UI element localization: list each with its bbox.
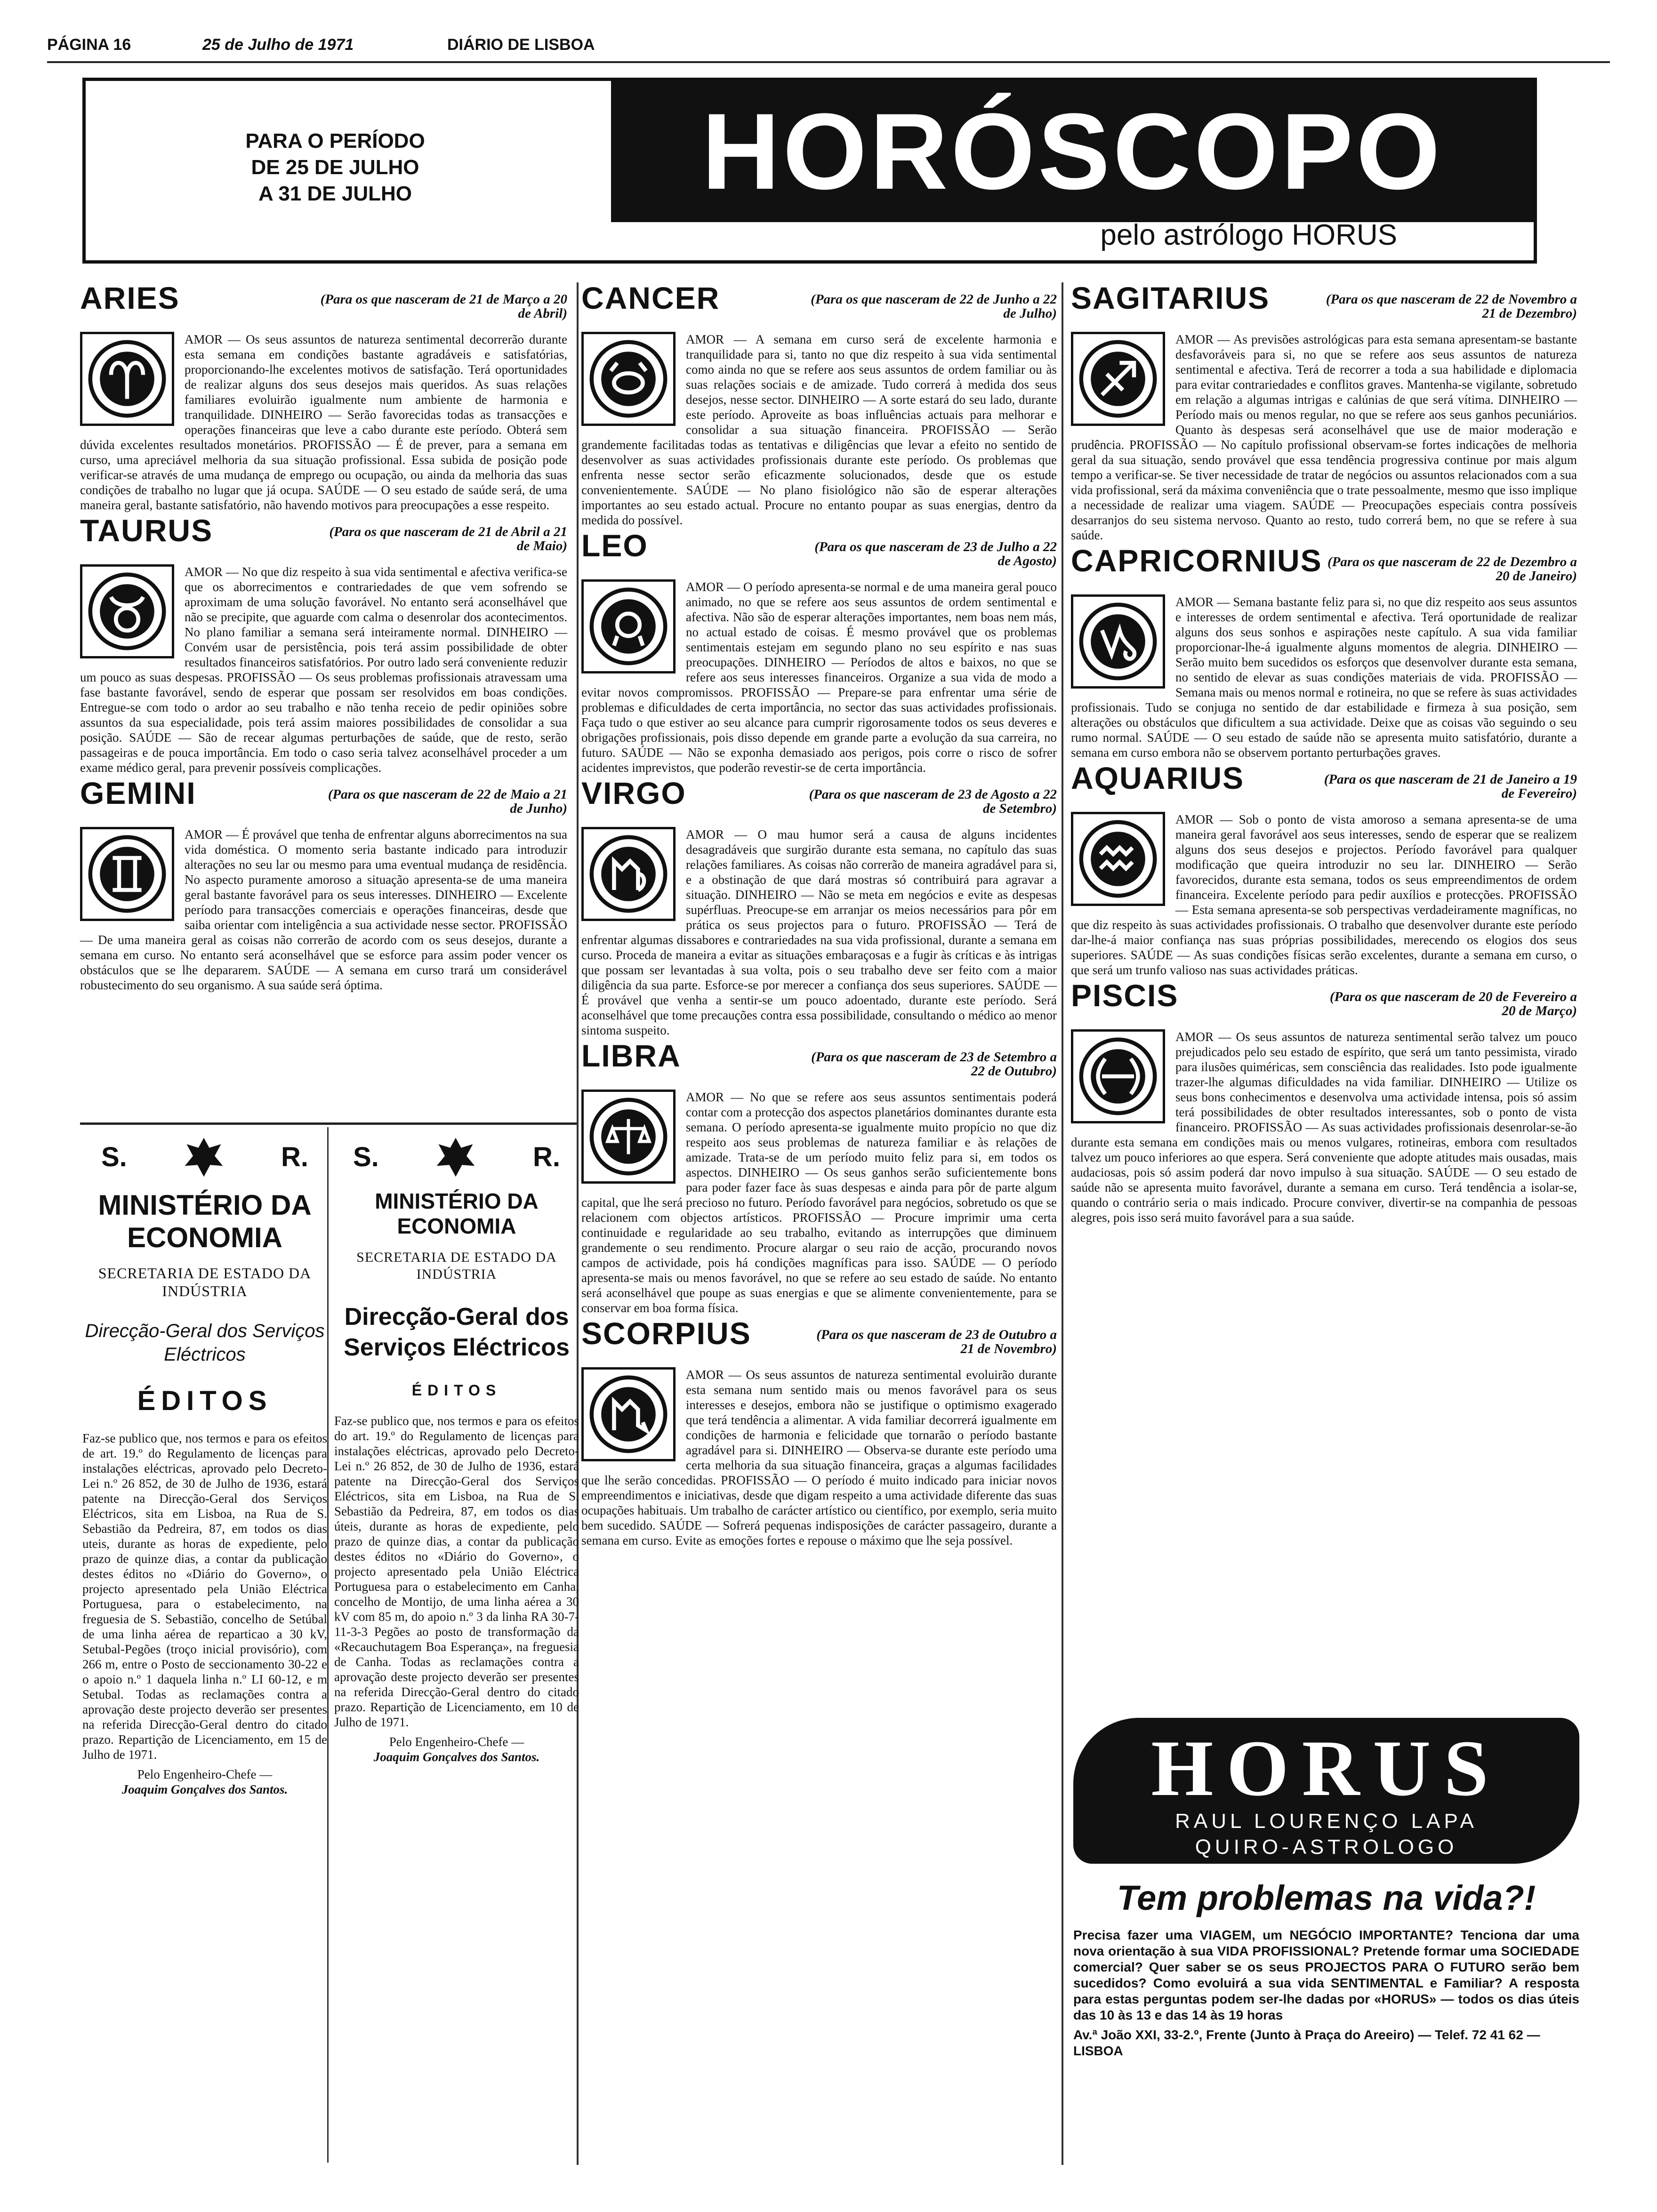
- period-line: A 31 DE JULHO: [258, 182, 412, 205]
- goat-icon: [1071, 594, 1165, 689]
- period-line: PARA O PERÍODO: [245, 129, 425, 152]
- column-divider: [1062, 282, 1063, 2165]
- sign-name: SCORPIUS: [581, 1316, 751, 1351]
- column-3: [1071, 280, 1577, 1225]
- signature-name: Joaquim Gonçalves dos Santos.: [121, 1782, 288, 1796]
- sign-dates: (Para os que nasceram de 21 de Abril a 21 de Maio): [329, 524, 567, 553]
- astrologer-name: RAUL LOURENÇO LAPA: [1175, 1810, 1478, 1833]
- page-header: [47, 33, 1610, 63]
- sign-dates: (Para os que nasceram de 20 de Fevereiro a 20 de Março): [1329, 989, 1577, 1018]
- sign-name: ARIES: [80, 281, 180, 315]
- sign-text: AMOR — No que diz respeito à sua vida sentimental e afectiva verifica-se que os aborrecimentos e contrariedades de que vem sofrendo se aproximam de uma solução favorável. No entanto será aconselhável que não se precipite, que aguarde com calma o desenrolar dos acontecimentos. No plano familiar a semana será inteiramente normal. DINHEIRO — Convém usar de persistência, pois terá assim possibilidade de obter resultados financeiros satisfatórios. Por outro lado será conveniente reduzir um pouco as suas despesas. PROFISSÃO — Os seus problemas profissionais atravessam uma fase bastante favorável, sendo de esperar que possam ser resolvidos em boas condições. Entregue-se com todo o ardor ao seu trabalho e não tenha receio de pedir opiniões sobre assuntos da sua especialidade, pois terá assim maiores possibilidades de consolidar a sua posição. SAÚDE — São de recear algumas perturbações de saúde, que de resto, serão passageiras e de pouca importância. Em todo o caso seria talvez aconselhável proceder a um exame médico geral, para prevenir possíveis complicações.: [80, 565, 567, 775]
- sign-name: SAGITARIUS: [1071, 281, 1270, 315]
- sign-text: AMOR — O mau humor será a causa de alguns incidentes desagradáveis que surgirão durante esta semana, no capítulo das suas relações familiares. As coisas não correrão de maneira agradável para si, e a obstinação de que dará mostras só contribuirá para agravar a situação. DINHEIRO — Não se meta em negócios e evite as despesas supérfluas. Preocupe-se em arranjar os meios necessários para pôr em prática os seus projectos para o futuro. PROFISSÃO — Terá de enfrentar algumas dissabores e contrariedades na sua vida profissional, durante a semana em curso. Proceda de maneira a evitar as situações embaraçosas e a fugir às críticas e às intrigas que possam ser levantadas à sua volta, pois o seu trabalho deve ser feito com a maior diligência da sua parte. Esforce-se por merecer a confiança dos seus superiores. SAÚDE — É provável que venha a sentir-se um pouco adoentado, durante este período. Será aconselhável que tome precauções contra essa possibilidade, consultando o médico ao menor sintoma suspeito.: [581, 827, 1057, 1037]
- sign-dates: (Para os que nasceram de 22 de Maio a 21 de Junho): [328, 787, 567, 816]
- sign-capricornius: [1071, 543, 1577, 760]
- period-label: [213, 128, 458, 207]
- column-2: [581, 280, 1057, 1548]
- water-bearer-icon: [1071, 812, 1165, 906]
- sign-text: AMOR — Os seus assuntos de natureza sentimental evoluirão durante esta semana num sentido mais ou menos favorável para os seus interesses e desejos, embora não se justifique o optimismo exagerado que terá tendência a alimentar. A vida familiar decorrerá igualmente em condições de harmonia e felicidade que tornarão o período bastante agradável para si. DINHEIRO — Observa-se durante este período uma certa melhoria da sua situação financeira, graças a algumas facilidades que lhe serão concedidas. PROFISSÃO — O período é muito indicado para iniciar novos empreendimentos e iniciativas, desde que digam respeito a uma actividade diferente das suas ocupações habituais. Um trabalho de carácter artístico ou científico, por exemplo, seria muito bem sucedido. SAÚDE — Sofrerá pequenas indisposições de carácter passageiro, durante a semana em curso. Evite as emoções fortes e repouse o máximo que lhe seja possível.: [581, 1368, 1057, 1547]
- sign-text: AMOR — As previsões astrológicas para esta semana apresentam-se bastante desfavoráveis para si, no que se refere aos seus assuntos de natureza sentimental e afectiva. Terá de recorrer a toda a sua habilidade e diplomacia para evitar contrariedades e conflitos graves. Mantenha-se vigilante, sobretudo em relação a algumas intrigas e calúnias de que será vítima. DINHEIRO — Período mais ou menos regular, no que se refere aos seus ganhos pecuniários. Quanto às despesas será aconselhável que use de maior moderação e prudência. PROFISSÃO — No capítulo profissional observam-se fortes indicações de melhoria geral da sua situação, sendo provável que essa tendência progressiva continue por mais algum tempo a verificar-se. Se tiver necessidade de tratar de negócios ou assuntos relacionados com a sua vida profissional, será da máxima conveniência que o trate pessoalmente, mesmo que isso implique a necessidade de realizar uma viagem. SAÚDE — Preocupações especiais contra possíveis desarranjos do seu sistema nervoso. Quanto ao resto, tudo correrá bem, no que se refere à sua saúde.: [1071, 332, 1577, 542]
- bull-icon: [80, 564, 174, 658]
- sign-aries: [80, 281, 567, 513]
- sign-dates: (Para os que nasceram de 23 de Outubro a 21 de Novembro): [816, 1327, 1057, 1356]
- secretaria-name: SECRETARIA DE ESTADO DA INDÚSTRIA: [98, 1265, 312, 1300]
- sign-text: AMOR — Os seus assuntos de natureza sentimental serão talvez um pouco prejudicados pelo seu estado de espírito, que será um tanto pessimista, virado para ilusões quiméricas, sem consciência das realidades. Isto pode igualmente trazer-lhe algumas dificuldades na vida familiar. DINHEIRO — Utilize os seus bons conhecimentos e desenvolva uma actividade intensa, pois só assim terá possibilidades de obter resultados interessantes, sob o ponto de vista financeiro. PROFISSÃO — As suas actividades profissionais desenrolar-se-ão durante esta semana em condições mais ou menos vulgares, rotineiras, embora com resultados talvez um pouco inferiores ao que espera. Será conveniente que adopte atitudes mais ousadas, mais audaciosas, pois só assim poderá dar novo impulso à sua situação. SAÚDE — O seu estado de saúde não se apresenta muito favorável, durante a semana em curso. Terá tendência a isolar-se, quando o contrário seria o mais indicado. Procure conviver, divertir-se na companhia de pessoas alegres, pois isso será muito favorável para a sua saúde.: [1071, 1030, 1577, 1225]
- sign-virgo: [581, 776, 1057, 1038]
- sign-text: AMOR — No que se refere aos seus assuntos sentimentais poderá contar com a protecção dos aspectos planetários dominantes durante esta semana. O período apresenta-se igualmente muito propício no que diz respeito aos seus problemas de natureza familiar e às relações de amizade. Trata-se de um período muito feliz para si, em todos os aspectos. DINHEIRO — Os seus ganhos serão suficientemente bons para poder fazer face às suas despesas e ainda para pôr de parte algum capital, que lhe será precioso no futuro. Período favorável para negócios, sobretudo os que se relacionem com objectos artísticos. PROFISSÃO — Procure imprimir uma certa continuidade e regularidade ao seu trabalho, evitando as interrupções que diminuem grandemente o seu rendimento. Procure alargar o seu raio de acção, procurando novos campos de actividade, pois há condições magníficas para isso. SAÚDE — O período apresenta-se mais ou menos favorável, no que se refere ao seu estado de saúde. No entanto será aconselhável que poupe as suas energias e que se alimente convenientemente, para se conservar em boa forma física.: [581, 1090, 1057, 1315]
- sign-dates: (Para os que nasceram de 23 de Julho a 22 de Agosto): [814, 539, 1057, 569]
- ad-address: Av.ª João XXI, 33-2.º, Frente (Junto à Praça do Areeiro) — Telef. 72 41 62 — LISBOA: [1073, 2028, 1540, 2058]
- section-divider: [80, 1122, 577, 1125]
- lion-icon: [581, 579, 676, 673]
- sign-gemini: [80, 776, 567, 993]
- fish-icon: [1071, 1029, 1165, 1123]
- coat-of-arms-icon: [433, 1134, 478, 1179]
- signature-role: Pelo Engenheiro-Chefe —: [137, 1767, 273, 1781]
- sign-name: VIRGO: [581, 776, 686, 810]
- horus-logo-text: HORUS: [1151, 1724, 1502, 1812]
- sign-name: CAPRICORNIUS: [1071, 543, 1322, 578]
- column-1: [80, 280, 567, 993]
- notice-body: Faz-se publico que, nos termos e para os efeitos do art. 19.º do Regulamento de licenças para instalações eléctricas, aprovado pelo Decreto-Lei n.º 26 852, de 30 de Julho de 1936, estará patente na Direcção-Geral dos Serviços Eléctricos, sita em Lisboa, na Rua de S. Sebastião da Pedreira, 87, em todos os dias úteis, durante as horas de expediente, pelo prazo de quinze dias, a contar da publicação destes éditos no «Diário do Governo», o projecto apresentado pela União Eléctrica Portuguesa para o estabelecimento em Canha, concelho de Montijo, de uma linha aérea a 30 kV com 85 m, do apoio n.º 3 da linha RA 30-7-11-3-3 Pegões ao posto de transformação da «Recauchutagem Boa Esperança», na freguesia de Canha. Todas as reclamações contra a aprovação deste projecto deverão ser presentes na referida Direcção-Geral dentro do citado prazo. Repartição de Licenciamento, em 10 de Julho de 1971.: [334, 1413, 579, 1729]
- sr-left: S.: [101, 1141, 127, 1172]
- sign-sagitarius: [1071, 281, 1577, 543]
- signature-role: Pelo Engenheiro-Chefe —: [389, 1734, 524, 1749]
- sign-text: AMOR — Semana bastante feliz para si, no que diz respeito aos seus assuntos e interesses de ordem sentimental e afectiva. Terá oportunidade de realizar alguns dos seus sonhos e aspirações neste capítulo. A sua vida familiar proporcionar-lhe-á igualmente alguns momentos de alegria. DINHEIRO — Serão muito bem sucedidos os esforços que desenvolver durante esta semana, no sentido de elevar as suas condições materiais de vida. PROFISSÃO — Semana mais ou menos normal e rotineira, no que se refere às suas actividades profissionais. Tudo se conjuga no sentido de dar estabilidade e firmeza à sua posição, sem alterações ou obstáculos que dificultem a sua actividade. Deixe que as coisas vão seguindo o seu rumo normal. SAÚDE — O seu estado de saúde não se apresenta muito satisfatório, durante a semana em curso embora não se observem portanto perturbações graves.: [1071, 595, 1577, 760]
- horoscope-title: HORÓSCOPO: [611, 81, 1534, 222]
- coat-of-arms-icon: [181, 1134, 226, 1179]
- sign-dates: (Para os que nasceram de 23 de Setembro a 22 de Outubro): [811, 1050, 1057, 1079]
- sign-name: TAURUS: [80, 513, 213, 548]
- crab-icon: [581, 332, 676, 426]
- twins-icon: [80, 827, 174, 921]
- virgin-icon: [581, 827, 676, 921]
- editos-title: ÉDITOS: [411, 1381, 502, 1399]
- secretaria-name: SECRETARIA DE ESTADO DA INDÚSTRIA: [356, 1249, 557, 1282]
- sign-name: AQUARIUS: [1071, 761, 1245, 795]
- sign-text: AMOR — A semana em curso será de excelente harmonia e tranquilidade para si, tanto no que diz respeito à sua vida sentimental como ainda no que se refere aos seus assuntos de ordem familiar ou às suas relações sociais e de amizade. Tudo correrá à medida dos seus desejos, nesse sector. DINHEIRO — A sorte estará do seu lado, durante este período. Aproveite as boas influências actuais para melhorar e consolidar a sua situação financeira. PROFISSÃO — Serão grandemente facilitadas todas as tentativas e diligências que levar a efeito no sentido de desenvolver as suas actividades profissionais durante este período. Os problemas que enfrenta nesse sector serão eficazmente solucionados, desde que os estude convenientemente. SAÚDE — No plano fisiológico não são de esperar alterações importantes ao seu estado actual. Procure no entanto poupar as suas energias, dentro da medida do possível.: [581, 332, 1057, 527]
- page-number: PÁGINA 16: [47, 36, 131, 54]
- sign-name: CANCER: [581, 281, 720, 315]
- sign-text: AMOR — É provável que tenha de enfrentar alguns aborrecimentos na sua vida doméstica. O momento seria bastante indicado para introduzir alterações no seu lar ou mesmo para uma eventual mudança de residência. No aspecto puramente amoroso a situação apresenta-se de uma maneira geral bastante favorável para os seus interesses. DINHEIRO — Excelente período para transacções comerciais e operações financeiras, desde que saiba orientar com inteligência a sua actividade nesse sector. PROFISSÃO — De uma maneira geral as coisas não correrão de acordo com os seus desejos, durante a semana em curso. No entanto será aconselhável que se esforce para assim poder vencer os obstáculos que se lhe depararem. SAÚDE — A semana em curso trará um considerável robustecimento do seu organismo. A sua saúde será óptima.: [80, 827, 567, 992]
- horus-logo: [1073, 1718, 1579, 1864]
- sign-leo: [581, 528, 1057, 775]
- archer-icon: [1071, 332, 1165, 426]
- sr-right: R.: [533, 1141, 560, 1172]
- sr-right: R.: [281, 1141, 308, 1172]
- sign-libra: [581, 1038, 1057, 1315]
- notice-1: [82, 1134, 327, 1797]
- newspaper-name: DIÁRIO DE LISBOA: [447, 36, 595, 54]
- scorpion-icon: [581, 1367, 676, 1461]
- signature-name: Joaquim Gonçalves dos Santos.: [373, 1749, 540, 1764]
- sign-dates: (Para os que nasceram de 22 de Novembro a 21 de Dezembro): [1326, 292, 1577, 321]
- ad-body: Precisa fazer uma VIAGEM, um NEGÓCIO IMPORTANTE? Tenciona dar uma nova orientação à sua VIDA PROFISSIONAL? Pretende formar uma SOCIEDADE comercial? Quer saber se os seus PROJECTOS PARA O FUTURO serão bem sucedidos? Como evoluirá a sua vida SENTIMENTAL e Familiar? A resposta para estas perguntas podem ser-lhe dadas por «HORUS» — todos os dias úteis das 10 às 13 e das 14 às 19 horas: [1073, 1928, 1579, 2022]
- sign-text: AMOR — Os seus assuntos de natureza sentimental decorrerão durante esta semana em condições bastante agradáveis e satisfatórias, proporcionando-lhe excelentes motivos de satisfação. Terá oportunidades de realizar alguns dos seus desejos mais queridos. As suas relações familiares evoluirão igualmente num ambiente de harmonia e tranquilidade. DINHEIRO — Serão favorecidas todas as transacções e operações financeiras que leve a cabo durante este período. Obterá sem dúvida excelentes resultados monetários. PROFISSÃO — É de prever, para a semana em curso, uma apreciável melhoria da sua situação profissional. Essa subida de posição pode verificar-se através de uma mudança de emprego ou ocupação, ou ainda da melhoria das suas condições de trabalho no lugar que já ocupa. SAÚDE — O seu estado de saúde será, de uma maneira geral, bastante satisfatório, não havendo motivos para preocupações a esse respeito.: [80, 332, 567, 512]
- sign-dates: (Para os que nasceram de 21 de Março a 20 de Abril): [320, 292, 567, 321]
- ram-icon: [80, 332, 174, 426]
- period-line: DE 25 DE JULHO: [251, 156, 419, 179]
- sign-piscis: [1071, 978, 1577, 1225]
- notice-2: [334, 1134, 579, 1764]
- sign-scorpius: [581, 1316, 1057, 1548]
- sign-dates: (Para os que nasceram de 22 de Dezembro a 20 de Janeiro): [1327, 554, 1577, 584]
- direccao-name: Direcção-Geral dos Serviços Eléctricos: [85, 1320, 325, 1365]
- horus-advertisement: [1073, 1718, 1579, 2059]
- sign-text: AMOR — Sob o ponto de vista amoroso a semana apresenta-se de uma maneira geral favorável aos seus interesses, sendo de esperar que se realizem alguns dos seus desejos e projectos. Período favorável para qualquer modificação que queira introduzir no seu lar. DINHEIRO — Serão favorecidos, durante esta semana, todos os seus empreendimentos de ordem financeira. Excelente período para pedir auxílios e protecções. PROFISSÃO — Esta semana apresenta-se sob perspectivas verdadeiramente magníficas, no que diz respeito às suas actividades profissionais. O trabalho que desenvolver durante este período dar-lhe-á maior confiança nas suas próprias possibilidades, merecendo os elogios dos seus superiores. SAÚDE — As suas condições físicas serão excelentes, durante a semana em curso, o que será um trunfo valioso nas suas actividades práticas.: [1071, 812, 1577, 977]
- sign-taurus: [80, 513, 567, 775]
- sign-aquarius: [1071, 761, 1577, 978]
- column-divider: [327, 1127, 329, 2163]
- horoscope-banner: [82, 78, 1537, 264]
- editos-title: ÉDITOS: [137, 1385, 273, 1416]
- ministry-name: MINISTÉRIO DA ECONOMIA: [375, 1189, 539, 1238]
- astrologer-byline: pelo astrólogo HORUS: [1100, 219, 1397, 251]
- astrologer-title: QUIRO-ASTROLOGO: [1195, 1835, 1458, 1859]
- sign-text: AMOR — O período apresenta-se normal e de uma maneira geral pouco animado, no que se refere aos seus assuntos de ordem sentimental e afectiva. Não são de esperar alterações importantes, nem boas nem más, no actual estado de coisas. É mesmo provável que os problemas sentimentais estejam em segundo plano no seu espírito e nas suas preocupações. DINHEIRO — Períodos de altos e baixos, no que se refere aos seus interesses financeiros. Organize a sua vida de modo a evitar novos compromissos. PROFISSÃO — Prepare-se para enfrentar uma série de problemas e dificuldades de certa importância, no sector das suas actividades profissionais. Faça tudo o que estiver ao seu alcance para cumprir rigorosamente todos os seus deveres e obrigações profissionais, pois disso depende em grande parte a evolução da sua carreira, no futuro. SAÚDE — Não se exponha demasiado aos perigos, pois corre o risco de sofrer acidentes imprevistos, que poderão revestir-se de certa importância.: [581, 580, 1057, 775]
- sign-cancer: [581, 281, 1057, 528]
- direccao-name: Direcção-Geral dos Serviços Eléctricos: [344, 1303, 570, 1361]
- ministry-name: MINISTÉRIO DA ECONOMIA: [98, 1189, 312, 1253]
- sign-dates: (Para os que nasceram de 23 de Agosto a 22 de Setembro): [809, 787, 1057, 816]
- ad-headline: Tem problemas na vida?!: [1117, 1878, 1536, 1917]
- sign-name: GEMINI: [80, 776, 196, 810]
- sign-dates: (Para os que nasceram de 22 de Junho a 22 de Julho): [811, 292, 1057, 321]
- sign-name: LIBRA: [581, 1038, 681, 1073]
- sign-dates: (Para os que nasceram de 21 de Janeiro a 19 de Fevereiro): [1324, 772, 1577, 801]
- sign-name: PISCIS: [1071, 978, 1179, 1013]
- sr-left: S.: [353, 1141, 379, 1172]
- scales-icon: [581, 1090, 676, 1184]
- notice-body: Faz-se publico que, nos termos e para os efeitos de art. 19.º do Regulamento de licenças para instalações eléctricas, aprovado pelo Decreto-Lei n.º 26 852, de 30 de Julho de 1936, estará patente na Direcção-Geral dos Serviços Eléctricos, sita em Lisboa, na Rua de S. Sebastião da Pedreira, 87, em todos os dias uteis, durante as horas de expediente, pelo prazo de quinze dias, a contar da publicação destes éditos no «Diário do Governo», o projecto apresentado pela União Eléctrica Portuguesa, para o estabelecimento, na freguesia de S. Sebastião, concelho de Setúbal de uma linha aérea de reparticao a 30 kV, Setubal-Pegões (troço inicial provisório), com 266 m, entre o Posto de seccionamento 30-22 e o apoio n.º 1 daquela linha n.º LI 60-12, e m Setubal. Todas as reclamações contra a aprovação deste projecto deverão ser presentes na referida Direcção-Geral dentro do citado prazo. Repartição de Licenciamento, em 15 de Julho de 1971.: [82, 1431, 327, 1762]
- sign-name: LEO: [581, 528, 648, 563]
- issue-date: 25 de Julho de 1971: [202, 36, 354, 54]
